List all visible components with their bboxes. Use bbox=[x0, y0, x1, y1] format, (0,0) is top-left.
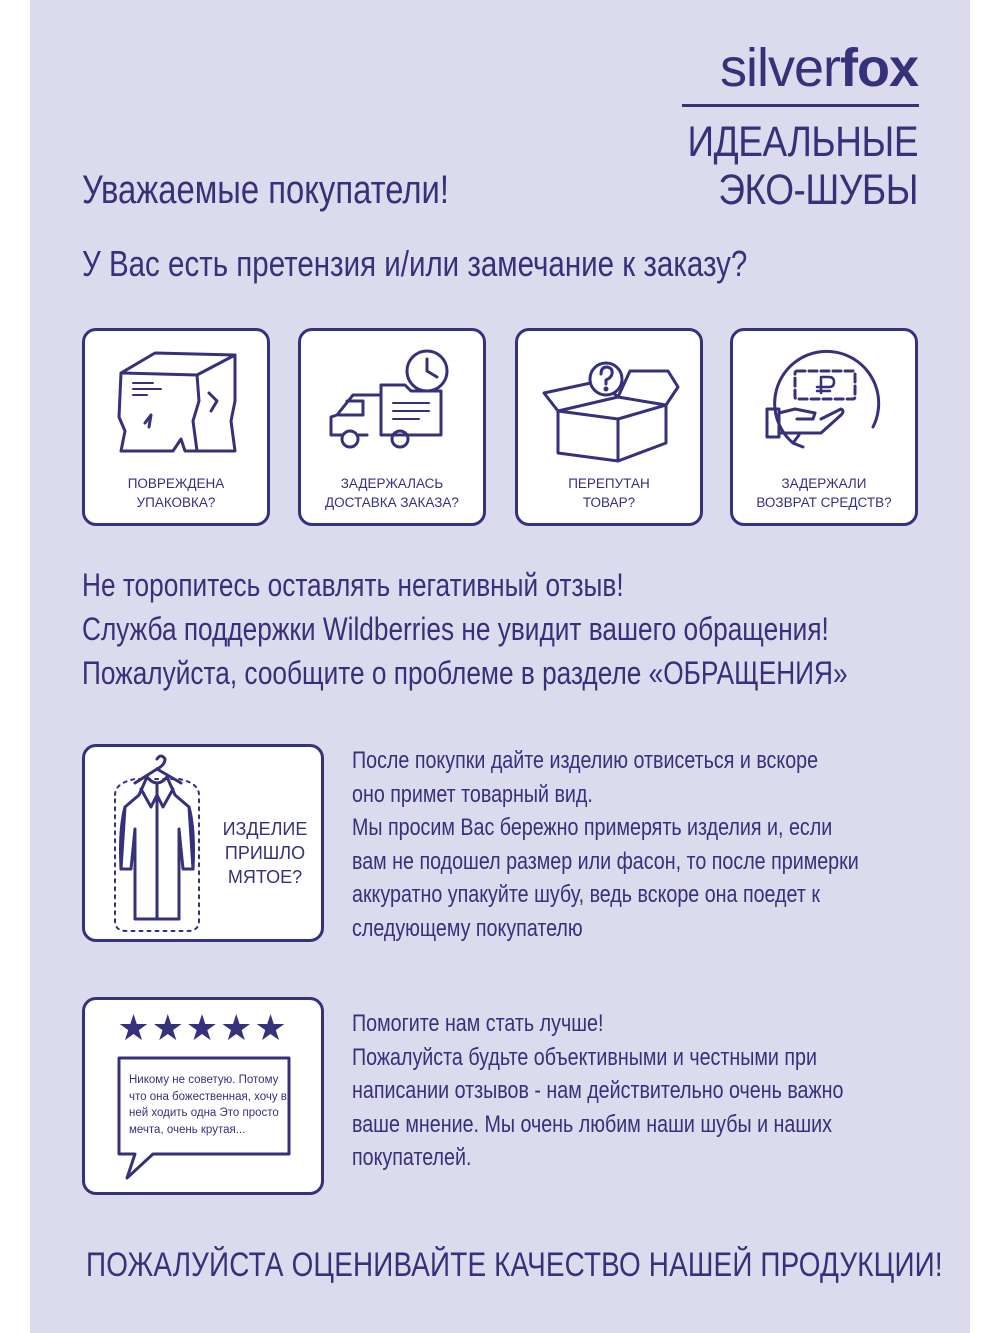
wrinkled-paragraph: После покупки дайте изделию отвисеться и вскоре оно примет товарный вид. Мы просим Вас бережно примерять изделия и, если вам не подошел размер или фасон, то после примерки аккуратно упакуйте шубу, ведь вскоре она поедет к следующему покупателю bbox=[352, 747, 859, 942]
delivery-truck-clock-icon bbox=[301, 331, 483, 471]
issue-label: ПЕРЕПУТАН ТОВАР? bbox=[568, 476, 650, 510]
tagline-line-2: ЭКО-ШУБЫ bbox=[718, 166, 918, 214]
open-box-question-icon bbox=[518, 331, 700, 471]
greeting-heading: Уважаемые покупатели! bbox=[82, 168, 449, 212]
wrinkled-label: ИЗДЕЛИЕ ПРИШЛО МЯТОЕ? bbox=[222, 819, 308, 887]
logo-word-fox: fox bbox=[840, 38, 918, 98]
question-heading: У Вас есть претензия и/или замечание к заказу? bbox=[82, 243, 748, 284]
issue-card-damaged-packaging bbox=[82, 328, 270, 526]
logo-word-silver: silver bbox=[719, 38, 840, 98]
instruction-card bbox=[30, 0, 970, 1333]
issue-label: ПОВРЕЖДЕНА УПАКОВКА? bbox=[127, 476, 225, 510]
review-paragraph: Помогите нам стать лучше! Пожалуйста будьте объективными и честными при написании отзывов - нам действительно очень важно ваше мнение. Мы очень любим наши шубы и наших покупателей. bbox=[352, 1010, 844, 1171]
logo-divider bbox=[682, 104, 919, 107]
issue-card-refund-delay bbox=[730, 328, 918, 526]
footer-call-to-action: ПОЖАЛУЙСТА ОЦЕНИВАЙТЕ КАЧЕСТВО НАШЕЙ ПРОДУКЦИИ! bbox=[86, 1246, 943, 1284]
issue-label: ЗАДЕРЖАЛИ ВОЗВРАТ СРЕДСТВ? bbox=[756, 476, 892, 510]
review-card bbox=[82, 997, 324, 1195]
notice-line-2: Служба поддержки Wildberries не увидит вашего обращения! bbox=[82, 611, 829, 647]
brand-logo bbox=[720, 40, 918, 96]
wrinkled-item-card bbox=[82, 744, 324, 942]
notice-line-1: Не торопитесь оставлять негативный отзыв! bbox=[82, 567, 624, 603]
damaged-box-icon bbox=[85, 331, 267, 471]
coat-garment-bag-icon bbox=[95, 749, 215, 941]
issue-card-wrong-item bbox=[515, 328, 703, 526]
issue-card-delivery-delay bbox=[298, 328, 486, 526]
tagline-line-1: ИДЕАЛЬНЫЕ bbox=[687, 118, 918, 166]
brand-tagline bbox=[650, 118, 918, 214]
refund-ruble-hand-icon bbox=[733, 331, 915, 471]
notice-line-3: Пожалуйста, сообщите о проблеме в разделе «ОБРАЩЕНИЯ» bbox=[82, 655, 848, 691]
support-notice bbox=[82, 563, 1000, 695]
five-star-rating-icon: ★★★★★ bbox=[117, 1007, 289, 1048]
review-sample-text: Никому не советую. Потому что она божественная, хочу в ней ходить одна Это просто мечта, очень крутая... bbox=[129, 1074, 287, 1136]
issue-label: ЗАДЕРЖАЛАСЬ ДОСТАВКА ЗАКАЗА? bbox=[325, 476, 459, 510]
